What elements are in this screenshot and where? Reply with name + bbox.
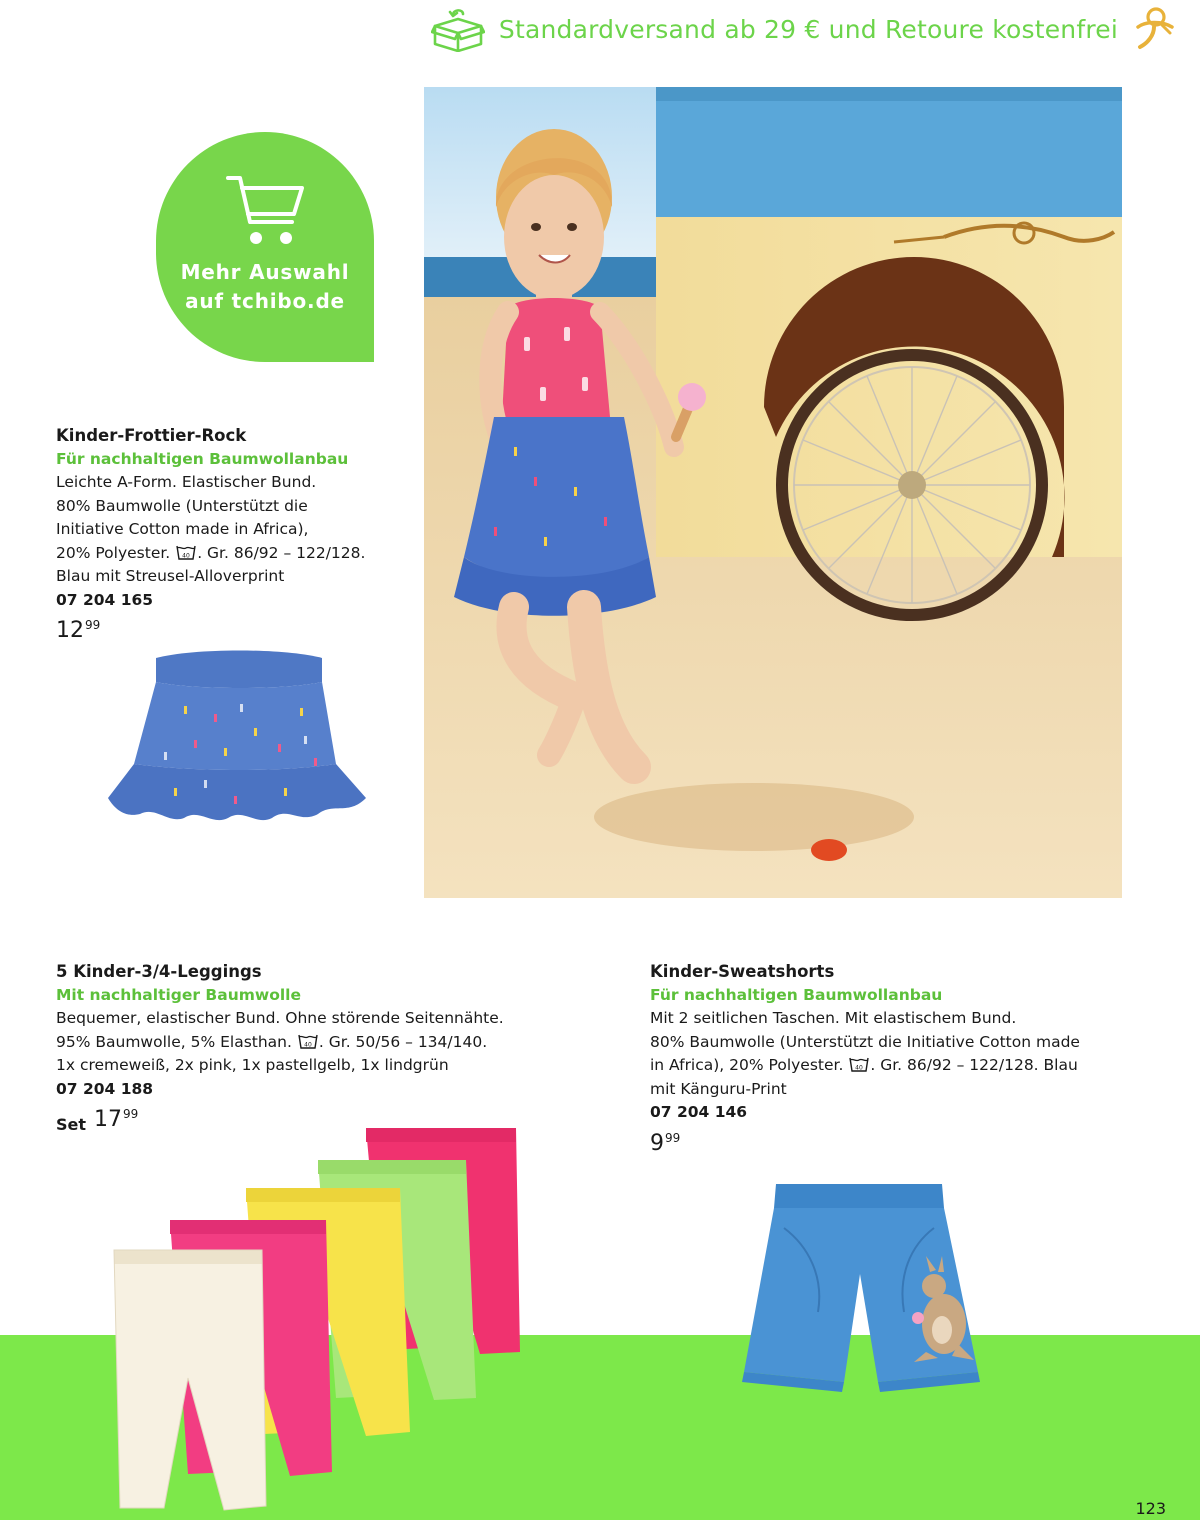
product-desc-text: in Africa), 20% Polyester. xyxy=(650,1056,844,1074)
product-frottier-rock xyxy=(56,424,396,644)
product-tagline: Für nachhaltigen Baumwollanbau xyxy=(650,985,943,1004)
product-image-blue-skirt xyxy=(104,648,370,826)
article-number: 07 204 165 xyxy=(56,590,154,609)
product-name: 5 Kinder-3/4-Leggings xyxy=(56,962,262,981)
product-desc-line xyxy=(650,1054,1120,1078)
price-main: 17 xyxy=(94,1107,123,1132)
product-desc-text: . Gr. 50/56 – 134/140. xyxy=(318,1032,488,1051)
article-number: 07 204 188 xyxy=(56,1079,154,1098)
product-desc-line: Leichte A-Form. Elastischer Bund. xyxy=(56,473,317,491)
wash-temp: 40 xyxy=(304,1041,312,1048)
cta-line-1: Mehr Auswahl xyxy=(180,260,350,284)
product-name: Kinder-Sweatshorts xyxy=(650,962,835,981)
product-tagline: Für nachhaltigen Baumwollanbau xyxy=(56,449,349,468)
price-cents: 99 xyxy=(123,1107,139,1121)
more-selection-badge[interactable] xyxy=(156,132,374,362)
wash-40-icon xyxy=(298,1034,318,1049)
product-desc-text: 95% Baumwolle, 5% Elasthan. xyxy=(56,1032,292,1051)
wash-40-icon xyxy=(176,545,196,560)
product-desc-line: Initiative Cotton made in Africa), xyxy=(56,520,309,538)
product-sweatshorts xyxy=(650,960,1120,1157)
product-desc-line: 80% Baumwolle (Unterstützt die xyxy=(56,496,308,515)
product-leggings xyxy=(56,960,536,1137)
price-main: 12 xyxy=(56,618,84,643)
price-main: 9 xyxy=(650,1130,664,1156)
product-desc-line xyxy=(56,542,396,566)
product-desc-line: mit Känguru-Print xyxy=(650,1079,787,1098)
product-image-sweatshorts xyxy=(738,1176,984,1392)
more-selection-text xyxy=(156,258,374,316)
product-desc-text: . Gr. 86/92 – 122/128. xyxy=(197,543,366,562)
price-cents: 99 xyxy=(665,1130,681,1145)
product-desc-line: Blau mit Streusel-Alloverprint xyxy=(56,567,285,585)
page-number: 123 xyxy=(1135,1499,1166,1518)
product-desc-text: 20% Polyester. xyxy=(56,543,171,562)
wash-40-icon xyxy=(849,1057,869,1072)
product-price xyxy=(650,1131,1120,1157)
shopping-cart-icon xyxy=(226,174,306,250)
product-desc-line: 1x cremeweiß, 2x pink, 1x pastellgelb, 1x lindgrün xyxy=(56,1056,449,1074)
package-return-icon xyxy=(431,6,485,52)
article-number: 07 204 146 xyxy=(650,1103,748,1121)
product-desc-line: Bequemer, elastischer Bund. Ohne störende Seitennähte. xyxy=(56,1009,504,1027)
wash-temp: 40 xyxy=(182,552,191,559)
product-desc-line xyxy=(56,1031,536,1055)
product-image-leggings-stack xyxy=(104,1122,534,1520)
cta-line-2: auf tchibo.de xyxy=(185,289,345,313)
product-desc-line: 80% Baumwolle (Unterstützt die Initiative Cotton made xyxy=(650,1032,1080,1051)
shipping-banner xyxy=(431,6,1176,52)
product-tagline: Mit nachhaltiger Baumwolle xyxy=(56,985,302,1004)
price-cents: 99 xyxy=(85,618,101,632)
hero-photo-girl-on-beach xyxy=(424,87,1122,898)
product-desc-text: . Gr. 86/92 – 122/128. Blau xyxy=(870,1056,1078,1074)
product-desc-line: Mit 2 seitlichen Taschen. Mit elastischem Bund. xyxy=(650,1009,1017,1027)
price-prefix: Set xyxy=(56,1115,87,1134)
product-name: Kinder-Frottier-Rock xyxy=(56,426,247,445)
shipping-banner-text: Standardversand ab 29 € und Retoure kostenfrei xyxy=(498,14,1118,44)
wash-temp: 40 xyxy=(855,1064,864,1072)
tchibo-logo-icon xyxy=(1132,7,1176,51)
product-price xyxy=(56,618,396,644)
